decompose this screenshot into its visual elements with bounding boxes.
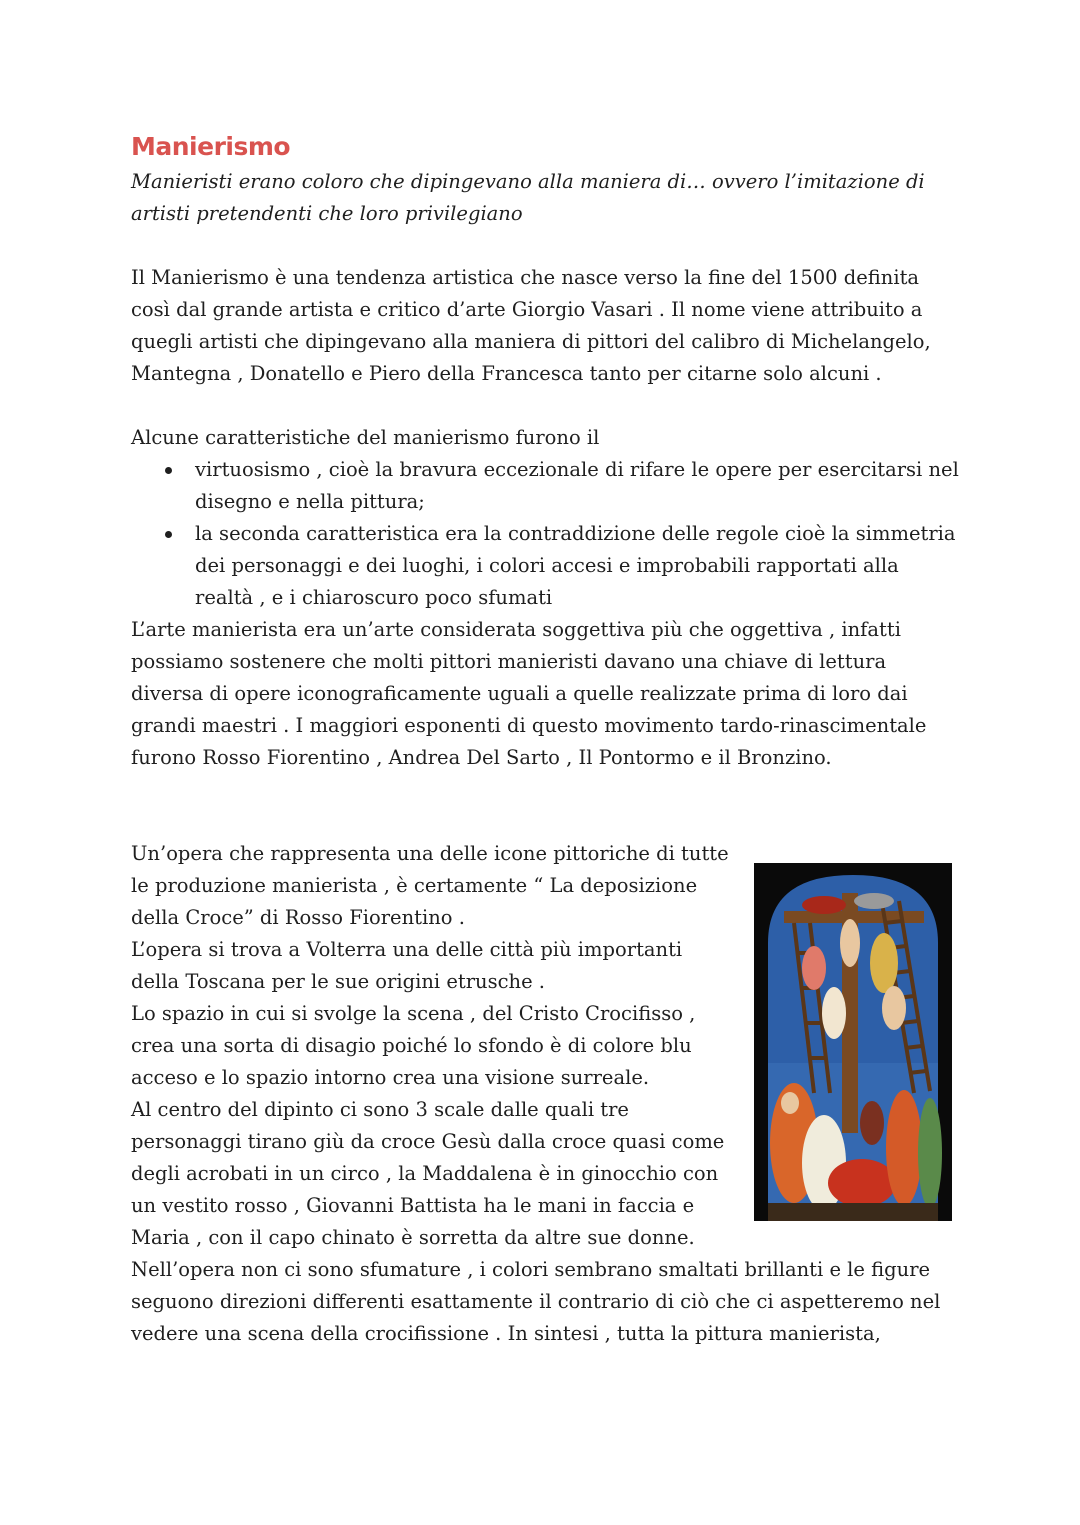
document-page	[131, 128, 961, 1350]
artwork-line: crea una sorta di disagio poiché lo sfondo è di colore blu	[131, 1034, 692, 1057]
artwork-line: della Toscana per le sue origini etrusche .	[131, 970, 546, 993]
list-item	[195, 454, 961, 518]
list-item	[195, 518, 961, 614]
artwork-section	[131, 838, 961, 1254]
closing-paragraph: Nell’opera non ci sono sfumature , i colori sembrano smaltati brillanti e le figure seguono direzioni differenti esattamente il contrario di ciò che ci aspetteremo nel vedere una scena della crocifissione . In sintesi , tutta la pittura manierista,	[131, 1258, 941, 1345]
artwork-line: un vestito rosso , Giovanni Battista ha le mani in faccia e	[131, 1194, 695, 1217]
artwork-line: le produzione manierista , è certamente “ La deposizione	[131, 874, 698, 897]
spacer	[131, 390, 961, 422]
list-item-text: la seconda caratteristica era la contraddizione delle regole cioè la simmetria dei personaggi e dei luoghi, i colori accesi e improbabili rapportati alla realtà , e i chiaroscuro poco sfumati	[195, 522, 956, 609]
artwork-line: della Croce” di Rosso Fiorentino .	[131, 906, 465, 929]
artwork-description	[131, 838, 743, 1254]
artwork-line: Al centro del dipinto ci sono 3 scale dalle quali tre	[131, 1098, 629, 1121]
artwork-line: acceso e lo spazio intorno crea una visione surreale.	[131, 1066, 650, 1089]
deposition-painting-image	[754, 863, 952, 1221]
spacer	[131, 774, 961, 838]
bullet-icon	[165, 467, 172, 474]
document-subtitle: Manieristi erano coloro che dipingevano alla maniera di… ovvero l’imitazione di artisti pretendenti che loro privilegiano	[131, 170, 925, 225]
artwork-line: personaggi tirano giù da croce Gesù dalla croce quasi come	[131, 1130, 725, 1153]
features-list	[131, 454, 961, 614]
intro-paragraph: Il Manierismo è una tendenza artistica che nasce verso la fine del 1500 definita così dal grande artista e critico d’arte Giorgio Vasari . Il nome viene attribuito a quegli artisti che dipingevano alla maniera di pittori del calibro di Michelangelo, Mantegna , Donatello e Piero della Francesca tanto per citarne solo alcuni .	[131, 266, 931, 385]
artwork-line: L’opera si trova a Volterra una delle città più importanti	[131, 938, 683, 961]
painting-illustration	[754, 863, 952, 1221]
features-intro: Alcune caratteristiche del manierismo furono il	[131, 426, 600, 449]
document-title: Manierismo	[131, 132, 291, 161]
artwork-line: Un’opera che rappresenta una delle icone pittoriche di tutte	[131, 842, 729, 865]
mannerism-paragraph: L’arte manierista era un’arte considerata soggettiva più che oggettiva , infatti possiamo sostenere che molti pittori manieristi davano una chiave di lettura diversa di opere iconograficamente uguali a quelle realizzate prima di loro dai grandi maestri . I maggiori esponenti di questo movimento tardo-rinascimentale furono Rosso Fiorentino , Andrea Del Sarto , Il Pontormo e il Bronzino.	[131, 618, 927, 769]
artwork-line: degli acrobati in un circo , la Maddalena è in ginocchio con	[131, 1162, 719, 1185]
list-item-text: virtuosismo , cioè la bravura eccezionale di rifare le opere per esercitarsi nel disegno e nella pittura;	[195, 458, 959, 513]
bullet-icon	[165, 531, 172, 538]
artwork-line: Lo spazio in cui si svolge la scena , del Cristo Crocifisso ,	[131, 1002, 696, 1025]
artwork-line: Maria , con il capo chinato è sorretta da altre sue donne.	[131, 1226, 695, 1249]
spacer	[131, 230, 961, 262]
